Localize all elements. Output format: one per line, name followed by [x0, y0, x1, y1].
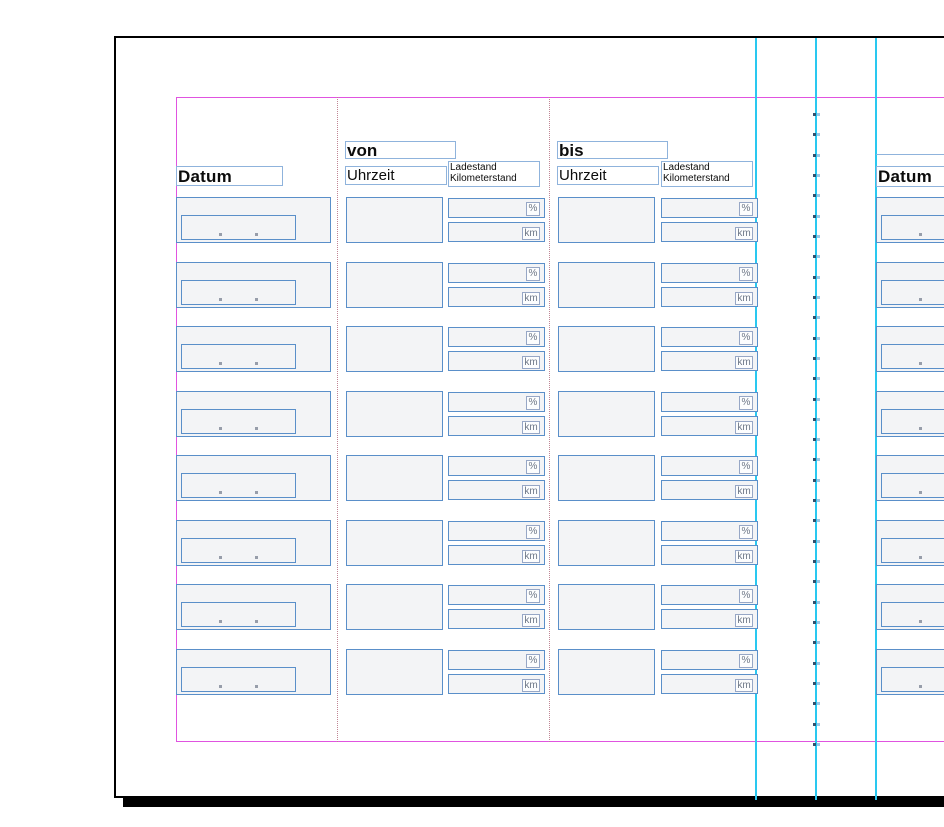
date-separator-dot — [919, 620, 922, 623]
datum-field[interactable] — [176, 262, 331, 308]
percent-unit-tag: % — [526, 654, 540, 668]
perforation-dot — [813, 133, 816, 136]
kilometerstand-bis-field[interactable] — [661, 351, 758, 371]
date-input-box[interactable] — [881, 280, 944, 305]
kilometerstand-bis-field[interactable] — [661, 480, 758, 500]
km-unit-tag: km — [735, 356, 753, 369]
perforation-dot — [813, 316, 816, 319]
date-input-box[interactable] — [881, 602, 944, 627]
date-separator-dot — [219, 427, 222, 430]
datum-field-right-page[interactable] — [876, 197, 944, 243]
datum-label: Datum — [878, 167, 932, 186]
uhrzeit-label: Uhrzeit — [559, 167, 607, 184]
ladestand-bis-field[interactable] — [661, 327, 758, 347]
date-input-box[interactable] — [181, 667, 296, 692]
kilometerstand-von-field[interactable] — [448, 416, 545, 436]
percent-unit-tag: % — [526, 331, 540, 345]
ladestand-bis-field[interactable] — [661, 650, 758, 670]
km-unit-tag: km — [522, 227, 540, 240]
percent-unit-tag: % — [739, 525, 753, 539]
uhrzeit-von-header[interactable] — [345, 166, 447, 185]
kilometerstand-bis-field[interactable] — [661, 222, 758, 242]
datum-column-header-right-page[interactable] — [876, 166, 944, 187]
date-separator-dot — [255, 298, 258, 301]
percent-unit-tag: % — [739, 460, 753, 474]
percent-unit-tag: % — [526, 202, 540, 216]
uhrzeit-bis-field[interactable] — [558, 520, 655, 566]
date-input-box[interactable] — [181, 409, 296, 434]
von-label: von — [347, 141, 378, 159]
ladestand-von-field[interactable] — [448, 327, 545, 347]
kilometerstand-label: Kilometerstand — [663, 173, 730, 184]
ladestand-bis-field[interactable] — [661, 198, 758, 218]
kilometerstand-von-field[interactable] — [448, 351, 545, 371]
perforation-dot — [813, 113, 816, 116]
perforation-dot — [813, 255, 816, 258]
km-unit-tag: km — [735, 421, 753, 434]
date-separator-dot — [919, 298, 922, 301]
uhrzeit-von-field[interactable] — [346, 197, 443, 243]
uhrzeit-bis-field[interactable] — [558, 455, 655, 501]
percent-unit-tag: % — [739, 396, 753, 410]
date-separator-dot — [255, 362, 258, 365]
kilometerstand-bis-field[interactable] — [661, 674, 758, 694]
ladestand-bis-field[interactable] — [661, 263, 758, 283]
von-group-header[interactable] — [345, 141, 456, 159]
date-separator-dot — [919, 362, 922, 365]
kilometerstand-bis-field[interactable] — [661, 416, 758, 436]
uhrzeit-bis-field[interactable] — [558, 391, 655, 437]
uhrzeit-label: Uhrzeit — [347, 167, 395, 184]
percent-unit-tag: % — [526, 525, 540, 539]
date-input-box[interactable] — [881, 409, 944, 434]
datum-field-right-page[interactable] — [876, 326, 944, 372]
datum-field[interactable] — [176, 584, 331, 630]
ladestand-bis-field[interactable] — [661, 456, 758, 476]
ladestand-von-field[interactable] — [448, 456, 545, 476]
frame-edge-line — [876, 154, 944, 155]
form-row — [0, 584, 944, 630]
kilometerstand-bis-field[interactable] — [661, 287, 758, 307]
uhrzeit-bis-header[interactable] — [557, 166, 659, 185]
date-separator-dot — [255, 491, 258, 494]
ladestand-bis-field[interactable] — [661, 585, 758, 605]
date-input-box[interactable] — [881, 344, 944, 369]
date-separator-dot — [919, 491, 922, 494]
ladestand-von-header[interactable] — [448, 161, 540, 187]
ladestand-bis-field[interactable] — [661, 392, 758, 412]
km-unit-tag: km — [522, 421, 540, 434]
form-row — [0, 455, 944, 501]
date-separator-dot — [255, 233, 258, 236]
percent-unit-tag: % — [739, 202, 753, 216]
percent-unit-tag: % — [739, 267, 753, 281]
kilometerstand-bis-field[interactable] — [661, 545, 758, 565]
uhrzeit-von-field[interactable] — [346, 649, 443, 695]
perforation-dot — [813, 580, 816, 583]
date-input-box[interactable] — [181, 473, 296, 498]
km-unit-tag: km — [735, 614, 753, 627]
bis-group-header[interactable] — [557, 141, 668, 159]
date-separator-dot — [219, 620, 222, 623]
date-separator-dot — [919, 556, 922, 559]
date-input-box[interactable] — [181, 215, 296, 240]
bis-label: bis — [559, 141, 584, 159]
ladestand-von-field[interactable] — [448, 198, 545, 218]
ladestand-label: Ladestand — [663, 162, 710, 173]
percent-unit-tag: % — [526, 589, 540, 603]
form-row — [0, 520, 944, 566]
km-unit-tag: km — [735, 550, 753, 563]
datum-label: Datum — [178, 167, 232, 186]
perforation-dot — [813, 743, 816, 746]
date-input-box[interactable] — [181, 602, 296, 627]
km-unit-tag: km — [735, 227, 753, 240]
uhrzeit-von-field[interactable] — [346, 391, 443, 437]
datum-field[interactable] — [176, 520, 331, 566]
km-unit-tag: km — [522, 679, 540, 692]
km-unit-tag: km — [522, 550, 540, 563]
date-input-box[interactable] — [181, 538, 296, 563]
date-separator-dot — [255, 556, 258, 559]
uhrzeit-von-field[interactable] — [346, 326, 443, 372]
perforation-dot — [813, 641, 816, 644]
km-unit-tag: km — [522, 485, 540, 498]
uhrzeit-von-field[interactable] — [346, 520, 443, 566]
date-separator-dot — [919, 685, 922, 688]
uhrzeit-von-field[interactable] — [346, 455, 443, 501]
kilometerstand-label: Kilometerstand — [450, 173, 517, 184]
form-row — [0, 391, 944, 437]
perforation-dot — [813, 154, 816, 157]
date-separator-dot — [219, 233, 222, 236]
uhrzeit-bis-field[interactable] — [558, 326, 655, 372]
percent-unit-tag: % — [739, 654, 753, 668]
date-separator-dot — [219, 556, 222, 559]
date-input-box[interactable] — [881, 667, 944, 692]
datum-field-right-page[interactable] — [876, 584, 944, 630]
percent-unit-tag: % — [739, 331, 753, 345]
kilometerstand-von-field[interactable] — [448, 480, 545, 500]
datum-field-right-page[interactable] — [876, 391, 944, 437]
date-separator-dot — [255, 427, 258, 430]
kilometerstand-von-field[interactable] — [448, 545, 545, 565]
date-separator-dot — [219, 685, 222, 688]
percent-unit-tag: % — [739, 589, 753, 603]
datum-field[interactable] — [176, 391, 331, 437]
form-row — [0, 197, 944, 243]
date-input-box[interactable] — [881, 538, 944, 563]
km-unit-tag: km — [522, 292, 540, 305]
km-unit-tag: km — [735, 485, 753, 498]
uhrzeit-von-field[interactable] — [346, 262, 443, 308]
datum-field-right-page[interactable] — [876, 455, 944, 501]
uhrzeit-bis-field[interactable] — [558, 197, 655, 243]
date-separator-dot — [219, 491, 222, 494]
date-separator-dot — [255, 620, 258, 623]
date-separator-dot — [919, 233, 922, 236]
km-unit-tag: km — [735, 292, 753, 305]
date-input-box[interactable] — [881, 473, 944, 498]
kilometerstand-von-field[interactable] — [448, 222, 545, 242]
uhrzeit-bis-field[interactable] — [558, 649, 655, 695]
uhrzeit-von-field[interactable] — [346, 584, 443, 630]
ladestand-von-field[interactable] — [448, 263, 545, 283]
datum-column-header[interactable] — [176, 166, 283, 186]
date-separator-dot — [255, 685, 258, 688]
form-row — [0, 649, 944, 695]
kilometerstand-von-field[interactable] — [448, 674, 545, 694]
datum-field-right-page[interactable] — [876, 262, 944, 308]
date-separator-dot — [219, 298, 222, 301]
ladestand-von-field[interactable] — [448, 650, 545, 670]
date-input-box[interactable] — [181, 280, 296, 305]
date-input-box[interactable] — [181, 344, 296, 369]
datum-field-right-page[interactable] — [876, 520, 944, 566]
perforation-dot — [813, 174, 816, 177]
datum-field[interactable] — [176, 455, 331, 501]
datum-field[interactable] — [176, 197, 331, 243]
form-row — [0, 262, 944, 308]
datum-field[interactable] — [176, 649, 331, 695]
datum-field[interactable] — [176, 326, 331, 372]
datum-field-right-page[interactable] — [876, 649, 944, 695]
ladestand-von-field[interactable] — [448, 392, 545, 412]
perforation-dot — [813, 702, 816, 705]
percent-unit-tag: % — [526, 460, 540, 474]
ladestand-label: Ladestand — [450, 162, 497, 173]
date-input-box[interactable] — [881, 215, 944, 240]
date-separator-dot — [919, 427, 922, 430]
kilometerstand-bis-field[interactable] — [661, 609, 758, 629]
date-separator-dot — [219, 362, 222, 365]
km-unit-tag: km — [522, 356, 540, 369]
ladestand-von-field[interactable] — [448, 585, 545, 605]
km-unit-tag: km — [735, 679, 753, 692]
uhrzeit-bis-field[interactable] — [558, 262, 655, 308]
form-row — [0, 326, 944, 372]
kilometerstand-von-field[interactable] — [448, 609, 545, 629]
perforation-dot — [813, 377, 816, 380]
perforation-dot — [813, 723, 816, 726]
ladestand-bis-header[interactable] — [661, 161, 753, 187]
ladestand-bis-field[interactable] — [661, 521, 758, 541]
ladestand-von-field[interactable] — [448, 521, 545, 541]
uhrzeit-bis-field[interactable] — [558, 584, 655, 630]
percent-unit-tag: % — [526, 396, 540, 410]
perforation-dot — [813, 438, 816, 441]
km-unit-tag: km — [522, 614, 540, 627]
percent-unit-tag: % — [526, 267, 540, 281]
kilometerstand-von-field[interactable] — [448, 287, 545, 307]
